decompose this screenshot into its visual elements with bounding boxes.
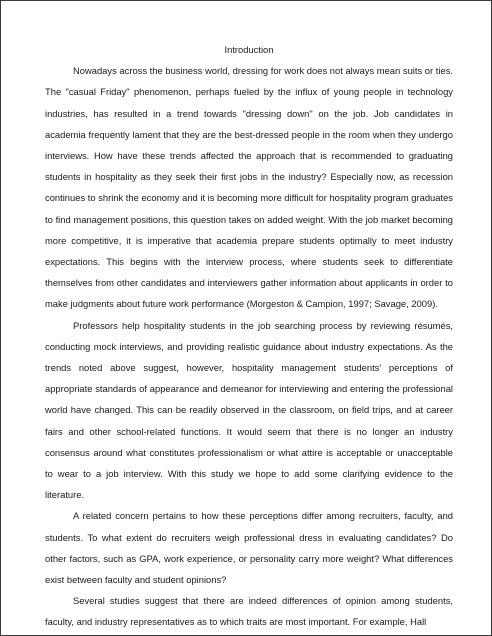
paragraph-2: Professors help hospitality students in the job searching process by reviewing résumés, conducting mock interviews, and providing realistic guidance about industry expectations. As the trends noted above suggest, however, hospitality management students' perceptions of appropriate standards of appearance and demeanor for interviewing and entering the professional world have changed. This can be readily observed in the classroom, on field trips, and at career fairs and other school-related functions. It would seem that there is no longer an industry consensus around what constitutes professionalism or what attire is acceptable or unacceptable to wear to a job interview. With this study we hope to add some clarifying evidence to the literature. [45, 319, 453, 501]
section-heading: Introduction [224, 44, 274, 55]
paragraph-4: Several studies suggest that there are indeed differences of opinion among students, faculty, and industry representatives as to which traits are most important. For example, Hall [45, 595, 453, 628]
paragraph-1: Nowadays across the business world, dressing for work does not always mean suits or ties. The "casual Friday" phenomenon, perhaps fueled by the influx of young people in technology industries, has resulted in a trend towards "dressing down" on the job. Job candidates in academia frequently lament that they are the best-dressed people in the room when they undergo interviews. How have these trends affected the approach that is recommended to graduating students in hospitality as they seek their first jobs in the industry? Especially now, as recession continues to shrink the economy and it is becoming more difficult for hospitality program graduates to find management positions, this question takes on added weight. With the job market becoming more competitive, it is imperative that academia prepare students optimally to meet industry expectations. This begins with the interview process, where students seek to differentiate themselves from other candidates and interviewers gather information about applicants in order to make judgments about future work performance (Morgeston & Campion, 1997; Savage, 2009). [45, 65, 453, 310]
document-body [45, 39, 453, 633]
paragraph-3: A related concern pertains to how these perceptions differ among recruiters, faculty, and students. To what extent do recruiters weigh professional dress in evaluating candidates? Do other factors, such as GPA, work experience, or personality carry more weight? What differences exist between faculty and student opinions? [45, 510, 453, 586]
